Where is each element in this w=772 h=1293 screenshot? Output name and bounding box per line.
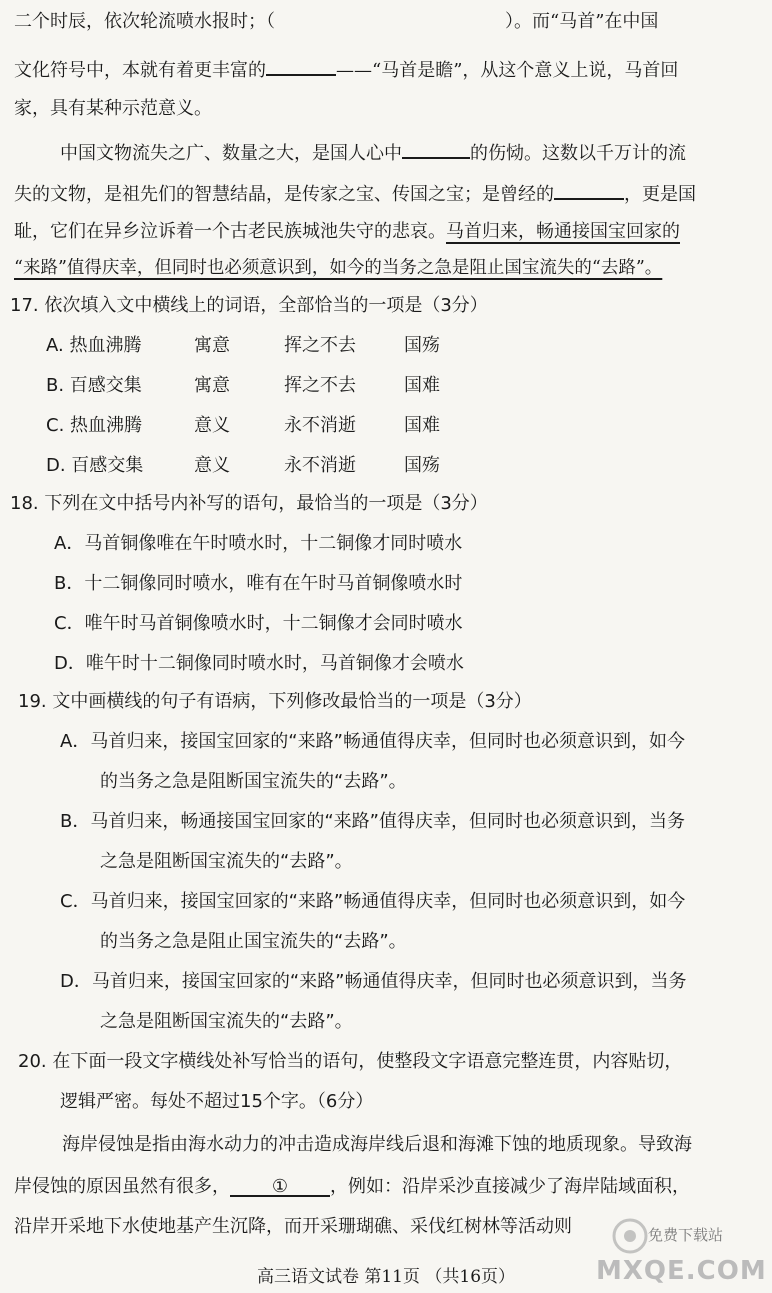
q20-stem-line1: 20. 在下面一段文字横线处补写恰当的语句，使整段文字语意完整连贯，内容贴切， bbox=[18, 1051, 683, 1072]
q17-option-d-word2: 意义 bbox=[194, 455, 230, 476]
q20-passage-line2-start: 岸侵蚀的原因虽然有很多， bbox=[14, 1176, 230, 1197]
q20-passage-line2 bbox=[14, 1175, 690, 1199]
blank-3 bbox=[554, 180, 624, 200]
q17-option-b[interactable] bbox=[46, 374, 466, 398]
blank-2 bbox=[402, 139, 470, 159]
passage-line-4 bbox=[60, 139, 686, 166]
q20-blank-1[interactable]: ① bbox=[230, 1175, 330, 1197]
q18-stem: 18. 下列在文中括号内补写的语句，最恰当的一项是（3分） bbox=[10, 493, 488, 514]
passage-line-6 bbox=[14, 220, 680, 244]
q18-option-b[interactable]: B．十二铜像同时喷水，唯有在午时马首铜像喷水时 bbox=[54, 573, 463, 594]
q17-option-a-word3: 挥之不去 bbox=[284, 335, 356, 356]
passage-line-3: 家，具有某种示范意义。 bbox=[14, 98, 212, 119]
q19-option-d-line2: 之急是阻断国宝流失的“去路”。 bbox=[100, 1011, 353, 1032]
q19-option-b-line1[interactable]: B．马首归来，畅通接国宝回家的“来路”值得庆幸，但同时也必须意识到，当务 bbox=[60, 811, 685, 832]
q19-option-a-line2: 的当务之急是阻断国宝流失的“去路”。 bbox=[100, 771, 407, 792]
q17-option-b-word3: 挥之不去 bbox=[284, 375, 356, 396]
q18-option-c[interactable]: C．唯午时马首铜像喷水时，十二铜像才会同时喷水 bbox=[54, 613, 463, 634]
passage-line-1-start: 二个时辰，依次轮流喷水报时；（ bbox=[14, 11, 275, 32]
q17-option-a-word4: 国殇 bbox=[404, 335, 440, 356]
q19-option-c-line2: 的当务之急是阻止国宝流失的“去路”。 bbox=[100, 931, 407, 952]
q18-option-a[interactable]: A．马首铜像唯在午时喷水时，十二铜像才同时喷水 bbox=[54, 533, 463, 554]
passage-line-2-start: 文化符号中，本就有着更丰富的 bbox=[14, 60, 266, 81]
q20-passage-line2-end: ，例如：沿岸采沙直接减少了海岸陆域面积， bbox=[330, 1176, 690, 1197]
q18-option-d[interactable]: D．唯午时十二铜像同时喷水时，马首铜像才会喷水 bbox=[54, 653, 464, 674]
q20-stem-line2: 逻辑严密。每处不超过15个字。（6分） bbox=[60, 1091, 374, 1112]
underlined-sentence-part-2: “来路”值得庆幸，但同时也必须意识到，如今的当务之急是阻止国宝流失的“去路”。 bbox=[14, 258, 663, 278]
q19-option-a-line1[interactable]: A．马首归来，接国宝回家的“来路”畅通值得庆幸，但同时也必须意识到，如今 bbox=[60, 731, 685, 752]
watermark-url: MXQE.COM bbox=[596, 1256, 767, 1286]
q17-option-a-word2: 寓意 bbox=[194, 335, 230, 356]
q17-option-a-word1: A. 热血沸腾 bbox=[46, 335, 142, 356]
q17-option-c-word1: C. 热血沸腾 bbox=[46, 415, 143, 436]
passage-line-1 bbox=[14, 10, 658, 34]
q19-option-d-line1[interactable]: D．马首归来，接国宝回家的“来路”畅通值得庆幸，但同时也必须意识到，当务 bbox=[60, 971, 687, 992]
q17-option-c[interactable] bbox=[46, 414, 466, 438]
passage-line-5 bbox=[14, 180, 696, 207]
q17-option-c-word4: 国难 bbox=[404, 415, 440, 436]
passage-line-1-end: ）。而“马首”在中国 bbox=[505, 11, 659, 32]
underlined-sentence-part-1: 马首归来，畅通接国宝回家的 bbox=[446, 221, 680, 242]
q17-option-c-word3: 永不消逝 bbox=[284, 415, 356, 436]
blank-1 bbox=[266, 56, 336, 76]
q17-option-c-word2: 意义 bbox=[194, 415, 230, 436]
passage-line-6-start: 耻，它们在异乡泣诉着一个古老民族城池失守的悲哀。 bbox=[14, 221, 446, 242]
q19-stem: 19. 文中画横线的句子有语病，下列修改最恰当的一项是（3分） bbox=[18, 691, 532, 712]
passage-line-4-start: 中国文物流失之广、数量之大，是国人心中 bbox=[60, 143, 402, 164]
q20-passage-line3: 沿岸开采地下水使地基产生沉降，而开采珊瑚礁、采伐红树林等活动则 bbox=[14, 1216, 572, 1237]
passage-line-2-end: ——“马首是瞻”，从这个意义上说，马首回 bbox=[336, 60, 679, 81]
passage-line-5-start: 失的文物，是祖先们的智慧结晶，是传家之宝、传国之宝；是曾经的 bbox=[14, 184, 554, 205]
passage-line-5-end: ，更是国 bbox=[624, 184, 696, 205]
q20-passage-line1: 海岸侵蚀是指由海水动力的冲击造成海岸线后退和海滩下蚀的地质现象。导致海 bbox=[62, 1134, 692, 1155]
q17-option-d-word3: 永不消逝 bbox=[284, 455, 356, 476]
q17-option-b-word4: 国难 bbox=[404, 375, 440, 396]
q17-option-a[interactable] bbox=[46, 334, 466, 358]
watermark-text: 免费下载站 bbox=[648, 1226, 724, 1244]
page-footer: 高三语文试卷 第11页 （共16页） bbox=[256, 1267, 516, 1287]
q19-option-c-line1[interactable]: C．马首归来，接国宝回家的“来路”畅通值得庆幸，但同时也必须意识到，如今 bbox=[60, 891, 686, 912]
passage-line-4-end: 的伤恸。这数以千万计的流 bbox=[470, 143, 686, 164]
q17-option-b-word2: 寓意 bbox=[194, 375, 230, 396]
q17-option-d-word1: D. 百感交集 bbox=[46, 455, 144, 476]
passage-line-2 bbox=[14, 56, 678, 83]
q17-stem: 17. 依次填入文中横线上的词语，全部恰当的一项是（3分） bbox=[10, 295, 488, 316]
q17-option-d-word4: 国殇 bbox=[404, 455, 440, 476]
q19-option-b-line2: 之急是阻断国宝流失的“去路”。 bbox=[100, 851, 353, 872]
q17-option-b-word1: B. 百感交集 bbox=[46, 375, 142, 396]
q17-option-d[interactable] bbox=[46, 454, 466, 478]
